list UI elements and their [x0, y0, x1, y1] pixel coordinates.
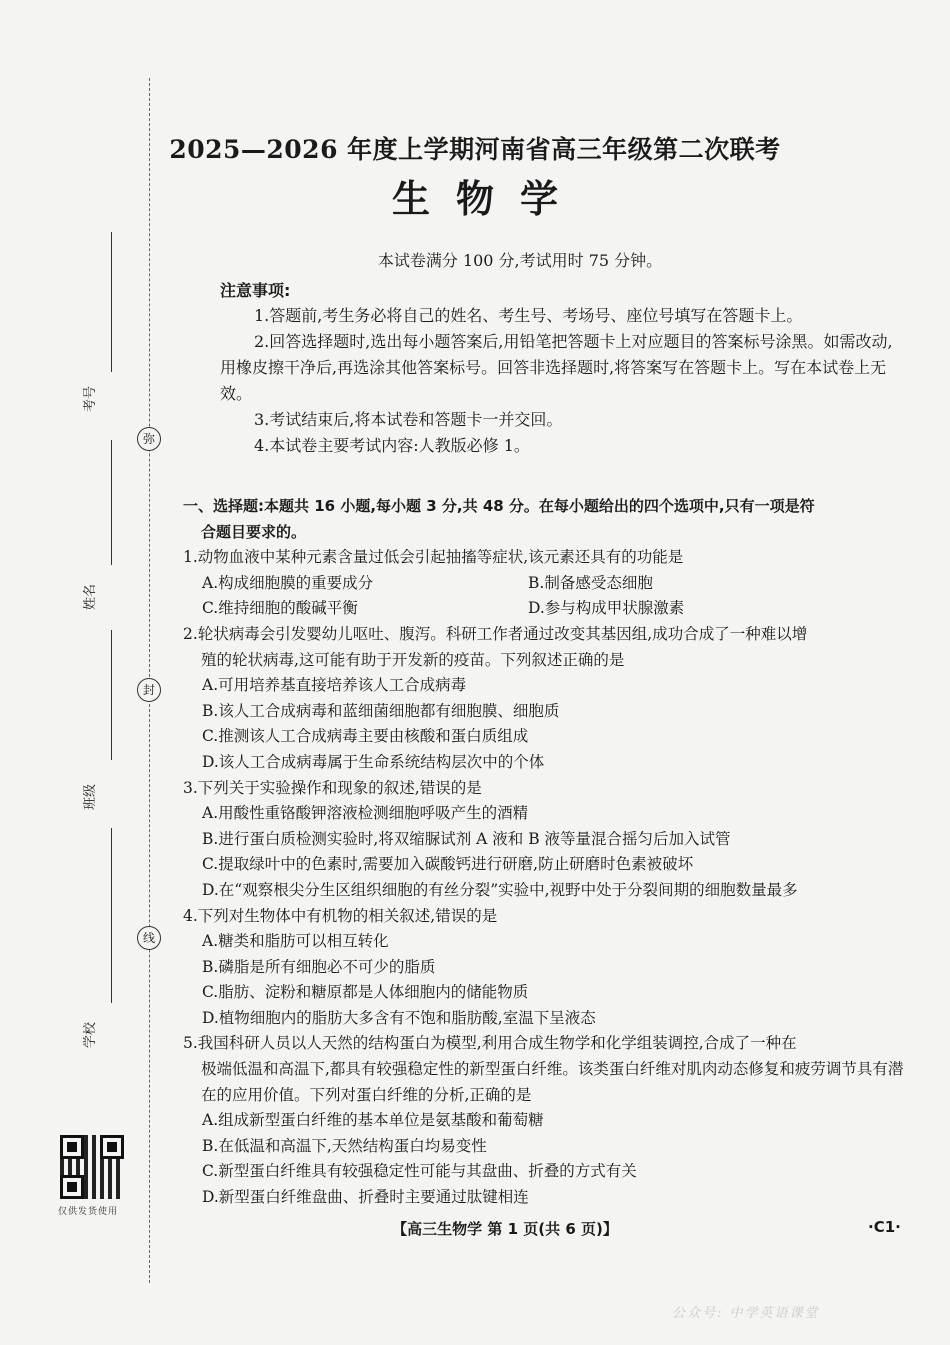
subject-title: 生物学	[391, 177, 584, 221]
field-name-label: 姓名	[83, 583, 98, 610]
question-stem-cont: 极端低温和高温下,都具有较强稳定性的新型蛋白纤维。该类蛋白纤维对肌肉动态修复和疲劳调节具有潜在的应用价值。下列对蛋白纤维的分析,正确的是	[201, 1060, 904, 1104]
question-5	[183, 1031, 918, 1210]
field-school-label: 学校	[83, 1021, 98, 1048]
option-b: B.该人工合成病毒和蓝细菌细胞都有细胞膜、细胞质	[202, 701, 560, 720]
option-b: B.在低温和高温下,天然结构蛋白均易变性	[202, 1136, 487, 1155]
qr-code-image	[60, 1135, 124, 1199]
question-stem-cont: 殖的轮状病毒,这可能有助于开发新的疫苗。下列叙述正确的是	[201, 650, 625, 669]
field-exam-number-label: 考号	[83, 385, 98, 412]
field-name-line	[111, 440, 112, 565]
page-footer: 【高三生物学 第 1 页(共 6 页)】	[392, 1220, 618, 1238]
notice-item: 2.回答选择题时,选出每小题答案后,用铅笔把答题卡上对应题目的答案标号涂黑。如需改动,用橡皮擦干净后,再选涂其他答案标号。回答非选择题时,将答案写在答题卡上。写在本试卷上无效。	[220, 332, 893, 403]
score-line: 本试卷满分 100 分,考试用时 75 分钟。	[377, 251, 663, 270]
section-heading	[183, 494, 918, 545]
option-c: C.新型蛋白纤维具有较强稳定性可能与其盘曲、折叠的方式有关	[202, 1162, 637, 1181]
option-b: B.磷脂是所有细胞必不可少的脂质	[202, 957, 436, 976]
seal-mi: 弥	[137, 427, 161, 451]
watermark-text: 公众号: 中学英语课堂	[672, 1306, 820, 1321]
option-a: A.可用培养基直接培养该人工合成病毒	[202, 676, 467, 695]
option-c: C.推测该人工合成病毒主要由核酸和蛋白质组成	[202, 727, 529, 746]
section-line-1: 一、选择题:本题共 16 小题,每小题 3 分,共 48 分。在每小题给出的四个选项中,只有一项是符	[183, 497, 815, 515]
option-a: A.组成新型蛋白纤维的基本单位是氨基酸和葡萄糖	[202, 1111, 544, 1130]
notice-heading: 注意事项:	[220, 281, 291, 300]
question-stem: 5.我国科研人员以人天然的结构蛋白为模型,利用合成生物学和化学组装调控,合成了一种在	[183, 1034, 797, 1053]
notice-item: 4.本试卷主要考试内容:人教版必修 1。	[254, 436, 530, 455]
option-d: D.该人工合成病毒属于生命系统结构层次中的个体	[202, 752, 545, 771]
option-d: D.在“观察根尖分生区组织细胞的有丝分裂”实验中,视野中处于分裂间期的细胞数量最多	[202, 880, 798, 899]
seal-feng: 封	[137, 678, 161, 702]
notice-item: 3.考试结束后,将本试卷和答题卡一并交回。	[254, 410, 563, 429]
option-d: D.新型蛋白纤维盘曲、折叠时主要通过肽键相连	[202, 1188, 529, 1207]
option-c: C.提取绿叶中的色素时,需要加入碳酸钙进行研磨,防止研磨时色素被破坏	[202, 855, 694, 874]
option-d: D.植物细胞内的脂肪大多含有不饱和脂肪酸,室温下呈液态	[202, 1008, 596, 1027]
field-class-label: 班级	[83, 783, 98, 810]
seal-xian: 线	[137, 926, 161, 950]
question-1	[183, 545, 918, 622]
question-stem: 2.轮状病毒会引发婴幼儿呕吐、腹泻。科研工作者通过改变其基因组,成功合成了一种难以增	[183, 624, 808, 643]
notice-item: 1.答题前,考生务必将自己的姓名、考生号、考场号、座位号填写在答题卡上。	[254, 306, 803, 325]
option-d: D.参与构成甲状腺激素	[528, 599, 685, 618]
question-stem: 3.下列关于实验操作和现象的叙述,错误的是	[183, 778, 482, 797]
field-school[interactable]	[83, 828, 118, 1048]
field-name[interactable]	[83, 440, 118, 610]
option-a: A.用酸性重铬酸钾溶液检测细胞呼吸产生的酒精	[202, 804, 529, 823]
option-a: A.构成细胞膜的重要成分	[202, 573, 374, 592]
question-4	[183, 904, 918, 1032]
option-c: C.维持细胞的酸碱平衡	[202, 599, 358, 618]
qr-caption: 仅供发货使用	[58, 1207, 119, 1217]
option-b: B.进行蛋白质检测实验时,将双缩脲试剂 A 液和 B 液等量混合摇匀后加入试管	[202, 829, 731, 848]
question-3	[183, 776, 918, 904]
question-stem: 4.下列对生物体中有机物的相关叙述,错误的是	[183, 906, 498, 925]
question-body	[183, 494, 918, 1211]
paper-code: ·C1·	[868, 1218, 901, 1236]
field-class-line	[111, 630, 112, 760]
notice-list	[220, 303, 900, 459]
field-school-line	[111, 828, 112, 1003]
section-line-2: 合题目要求的。	[201, 522, 307, 541]
exam-title: 2025—2026 年度上学期河南省高三年级第二次联考	[169, 135, 781, 164]
field-class[interactable]	[83, 630, 118, 810]
question-2	[183, 622, 918, 776]
option-c: C.脂肪、淀粉和糖原都是人体细胞内的储能物质	[202, 983, 529, 1002]
question-stem: 1.动物血液中某种元素含量过低会引起抽搐等症状,该元素还具有的功能是	[183, 548, 684, 567]
option-a: A.糖类和脂肪可以相互转化	[202, 932, 389, 951]
option-b: B.制备感受态细胞	[528, 573, 653, 592]
